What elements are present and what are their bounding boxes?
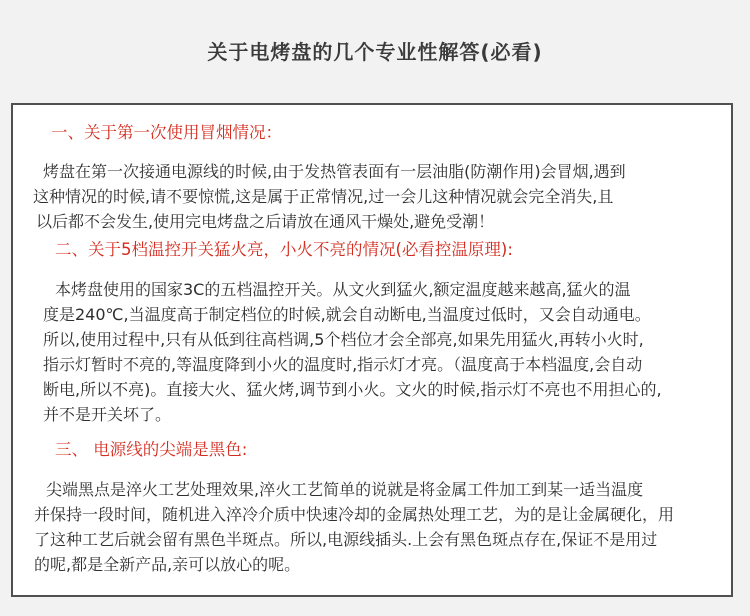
section-2-line: 并不是开关坏了。 [43,405,172,424]
section-2-line: 度是240℃,当温度高于制定档位的时候,就会自动断电,当温度过低时，又会自动通电。 [43,305,651,324]
section-2-line: 指示灯暂时不亮的,等温度降到小火的温度时,指示灯才亮。（温度高于本档温度,会自动 [43,355,643,374]
section-1-heading: 一、关于第一次使用冒烟情况： [51,123,282,142]
section-2-line: 断电,所以不亮)。直接大火、猛火烤,调节到小火。文火的时候,指示灯不亮也不用担心的, [43,380,662,399]
section-3-line: 的呢,都是全新产品,亲可以放心的呢。 [34,555,301,574]
section-3-line: 尖端黑点是淬火工艺处理效果,淬火工艺简单的说就是将金属工件加工到某一适当温度 [46,480,644,499]
section-3-line: 了这种工艺后就会留有黑色半斑点。所以,电源线插头.上会有黑色斑点存在,保证不是用过 [34,530,658,549]
section-1-line: 以后都不会发生,使用完电烤盘之后请放在通风干燥处,避免受潮！ [36,212,495,231]
section-2-line: 所以,使用过程中,只有从低到往高档调,5个档位才会全部亮,如果先用猛火,再转小火时, [43,330,644,349]
faq-content-box [11,103,733,597]
section-1-line: 这种情况的时候,请不要惊慌,这是属于正常情况,过一会儿这种情况就会完全消失,且 [33,187,614,206]
section-2-heading: 二、关于5档温控开关猛火亮，小火不亮的情况(必看控温原理): [55,240,513,259]
section-3-heading: 三、 电源线的尖端是黑色: [55,440,248,459]
section-3-line: 并保持一段时间，随机进入淬冷介质中快速冷却的金属热处理工艺，为的是让金属硬化，用 [34,505,675,524]
section-1-line: 烤盘在第一次接通电源线的时候,由于发热管表面有一层油脂(防潮作用)会冒烟,遇到 [43,162,626,181]
page-title: 关于电烤盘的几个专业性解答(必看) [207,40,543,64]
section-2-line: 本烤盘使用的国家3C的五档温控开关。从文火到猛火,额定温度越来越高,猛火的温 [55,280,631,299]
